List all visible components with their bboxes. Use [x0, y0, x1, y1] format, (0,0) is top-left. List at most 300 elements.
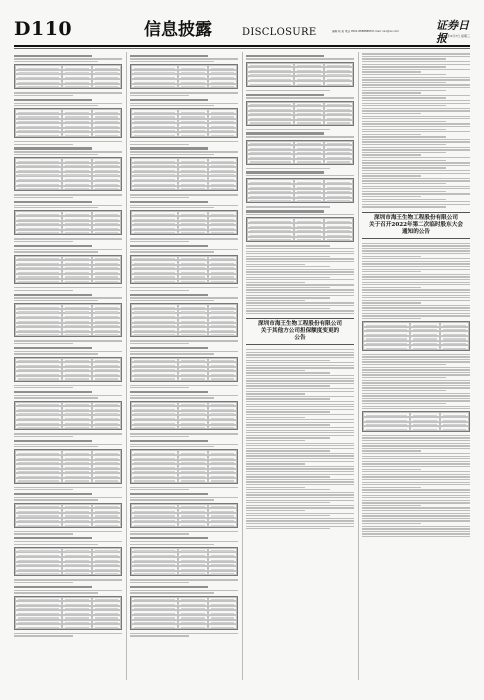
table-cell: [92, 522, 121, 527]
text-line: [246, 453, 354, 454]
text-line: [130, 635, 189, 636]
text-line: [246, 518, 354, 519]
text-line: [362, 79, 470, 80]
column-divider: [126, 52, 127, 680]
text-line: [14, 444, 122, 445]
data-table: [246, 62, 354, 87]
text-line: [362, 450, 421, 451]
paragraph-heading: [14, 201, 92, 203]
table-cell: [62, 132, 91, 137]
table-cell: [62, 522, 91, 527]
text-line: [362, 479, 470, 480]
table-cell: [92, 425, 121, 430]
text-line: [130, 544, 214, 545]
text-line: [362, 82, 446, 83]
text-line: [362, 191, 446, 192]
text-line: [362, 377, 446, 378]
text-line: [14, 197, 73, 198]
text-line: [246, 471, 354, 472]
data-table: [14, 547, 122, 577]
table-cell: [131, 186, 178, 191]
data-table: [130, 108, 238, 138]
text-line: [130, 300, 214, 301]
text-line: [246, 391, 354, 392]
text-line: [246, 261, 354, 262]
paragraph-heading: [14, 493, 92, 495]
text-line: [14, 92, 122, 93]
text-line: [246, 435, 354, 436]
text-line: [130, 579, 238, 580]
paragraph-heading: [14, 294, 92, 296]
paragraph-heading: [246, 171, 324, 173]
table-cell: [208, 522, 237, 527]
text-line: [362, 113, 421, 114]
data-table: [246, 140, 354, 165]
text-line: [246, 383, 354, 384]
text-line: [362, 139, 470, 140]
table-cell: [178, 571, 207, 576]
text-line: [362, 364, 446, 365]
text-line: [362, 105, 446, 106]
text-line: [362, 461, 470, 462]
text-line: [14, 436, 73, 437]
table-cell: [208, 186, 237, 191]
text-line: [246, 367, 354, 368]
text-line: [130, 351, 238, 352]
data-table: [130, 157, 238, 191]
text-line: [246, 375, 354, 376]
paragraph-heading: [14, 347, 92, 349]
text-line: [130, 436, 189, 437]
text-line: [362, 165, 470, 166]
data-table: [14, 503, 122, 528]
text-line: [14, 395, 122, 396]
notice-title-line: 通知的公告: [402, 228, 430, 235]
text-line: [14, 385, 122, 386]
text-line: [362, 361, 470, 362]
text-line: [246, 445, 354, 446]
table-cell: [15, 624, 62, 629]
text-line: [246, 396, 354, 397]
text-line: [14, 205, 122, 206]
text-line: [246, 310, 354, 311]
data-table: [14, 64, 122, 89]
text-line: [362, 204, 470, 205]
table-cell: [62, 332, 91, 337]
column-3: [246, 52, 354, 680]
text-line: [362, 390, 446, 391]
table-cell: [363, 345, 410, 350]
text-line: [246, 175, 354, 176]
text-line: [246, 448, 354, 449]
table-cell: [208, 230, 237, 235]
text-line: [130, 141, 238, 142]
text-line: [362, 395, 470, 396]
text-line: [362, 400, 470, 401]
table-cell: [92, 279, 121, 284]
text-line: [362, 87, 470, 88]
text-line: [14, 144, 73, 145]
text-line: [14, 446, 98, 447]
text-line: [362, 173, 470, 174]
notice-title-line: 关于召开2022年第二次临时股东大会: [369, 221, 463, 228]
table-cell: [178, 376, 207, 381]
text-line: [246, 300, 305, 301]
text-line: [130, 397, 214, 398]
table-cell: [131, 522, 178, 527]
text-line: [14, 397, 98, 398]
table-cell: [15, 425, 62, 430]
table-cell: [131, 571, 178, 576]
text-line: [246, 466, 354, 467]
table-cell: [208, 279, 237, 284]
table-cell: [208, 376, 237, 381]
text-line: [362, 482, 470, 483]
text-line: [246, 505, 354, 506]
table-cell: [178, 132, 207, 137]
text-line: [362, 64, 470, 65]
text-line: [246, 476, 330, 477]
text-line: [362, 186, 470, 187]
text-line: [362, 318, 421, 319]
paragraph-heading: [130, 440, 208, 442]
text-line: [362, 74, 446, 75]
text-line: [362, 515, 470, 516]
text-line: [130, 58, 238, 59]
text-line: [362, 97, 446, 98]
text-line: [362, 307, 470, 308]
text-line: [246, 450, 330, 451]
text-line: [246, 284, 354, 285]
text-line: [14, 95, 73, 96]
table-cell: [131, 132, 178, 137]
text-line: [362, 484, 470, 485]
text-line: [362, 92, 421, 93]
table-cell: [324, 81, 353, 86]
table-cell: [247, 159, 294, 164]
text-line: [130, 287, 238, 288]
text-line: [362, 533, 470, 534]
text-line: [130, 633, 238, 634]
data-table: [14, 449, 122, 483]
text-line: [362, 56, 470, 57]
text-line: [362, 134, 421, 135]
text-line: [14, 633, 122, 634]
text-line: [130, 205, 238, 206]
text-line: [362, 271, 421, 272]
text-line: [246, 406, 354, 407]
text-line: [246, 526, 354, 527]
table-cell: [324, 237, 353, 242]
text-line: [246, 468, 354, 469]
text-line: [246, 357, 354, 358]
table-cell: [131, 624, 178, 629]
text-line: [246, 385, 330, 386]
table-cell: [62, 279, 91, 284]
text-line: [130, 353, 214, 354]
text-line: [246, 427, 354, 428]
text-line: [246, 393, 305, 394]
text-line: [362, 108, 470, 109]
text-line: [14, 290, 73, 291]
text-line: [246, 507, 354, 508]
text-line: [362, 408, 470, 409]
text-line: [362, 453, 470, 454]
table-cell: [92, 571, 121, 576]
text-line: [246, 422, 354, 423]
table-cell: [92, 186, 121, 191]
text-line: [246, 352, 354, 353]
text-line: [362, 437, 470, 438]
column-2: [130, 52, 238, 680]
text-line: [246, 274, 354, 275]
paragraph-heading: [130, 347, 208, 349]
text-line: [362, 354, 470, 355]
text-line: [246, 463, 305, 464]
text-line: [362, 380, 470, 381]
text-line: [14, 533, 73, 534]
text-line: [14, 497, 122, 498]
text-line: [362, 110, 470, 111]
table-cell: [294, 81, 323, 86]
data-table: [14, 210, 122, 235]
text-line: [362, 126, 470, 127]
text-line: [14, 207, 98, 208]
text-line: [362, 188, 470, 189]
text-line: [362, 367, 470, 368]
text-line: [362, 175, 421, 176]
text-line: [362, 160, 446, 161]
text-line: [246, 461, 354, 462]
text-line: [362, 118, 470, 119]
text-line: [362, 445, 470, 446]
text-line: [362, 245, 470, 246]
text-line: [362, 103, 470, 104]
text-line: [362, 456, 470, 457]
text-line: [130, 487, 238, 488]
text-line: [14, 353, 98, 354]
text-line: [246, 279, 354, 280]
data-table: [130, 357, 238, 382]
text-line: [130, 444, 238, 445]
data-table: [246, 178, 354, 203]
header-rule: [14, 45, 470, 47]
text-line: [362, 443, 470, 444]
paragraph-heading: [130, 245, 208, 247]
text-line: [246, 497, 354, 498]
paragraph-heading: [130, 294, 208, 296]
text-line: [362, 193, 470, 194]
text-line: [362, 305, 470, 306]
text-line: [362, 201, 470, 202]
text-line: [362, 276, 470, 277]
text-line: [246, 458, 354, 459]
text-line: [14, 351, 122, 352]
text-line: [362, 297, 470, 298]
text-line: [246, 365, 354, 366]
text-line: [362, 61, 470, 62]
text-line: [246, 90, 330, 91]
text-line: [130, 105, 214, 106]
table-cell: [178, 186, 207, 191]
text-line: [14, 105, 98, 106]
text-line: [362, 284, 470, 285]
data-table: [246, 101, 354, 126]
table-cell: [410, 345, 439, 350]
data-table: [14, 255, 122, 285]
table-cell: [62, 84, 91, 89]
text-line: [130, 194, 238, 195]
text-line: [14, 541, 122, 542]
text-line: [362, 71, 421, 72]
table-cell: [178, 478, 207, 483]
text-line: [246, 206, 330, 207]
text-line: [246, 282, 305, 283]
text-line: [362, 507, 470, 508]
text-line: [362, 536, 470, 537]
paragraph-heading: [130, 586, 208, 588]
table-cell: [62, 624, 91, 629]
text-line: [362, 178, 470, 179]
text-line: [362, 261, 470, 262]
table-cell: [15, 522, 62, 527]
table-cell: [62, 230, 91, 235]
paragraph-heading: [246, 55, 324, 57]
table-cell: [131, 425, 178, 430]
text-line: [362, 95, 470, 96]
text-line: [362, 77, 470, 78]
data-table: [130, 210, 238, 235]
table-cell: [440, 426, 469, 431]
data-table: [130, 449, 238, 483]
data-table: [130, 547, 238, 577]
text-line: [362, 471, 470, 472]
text-line: [362, 149, 470, 150]
text-line: [130, 590, 238, 591]
table-cell: [208, 478, 237, 483]
paragraph-heading: [14, 99, 92, 101]
text-line: [246, 295, 354, 296]
text-line: [246, 414, 354, 415]
table-cell: [178, 425, 207, 430]
text-line: [246, 401, 354, 402]
text-line: [14, 489, 73, 490]
text-line: [362, 274, 470, 275]
text-line: [246, 378, 354, 379]
table-cell: [131, 230, 178, 235]
table-cell: [324, 198, 353, 203]
text-line: [246, 515, 330, 516]
text-line: [14, 241, 73, 242]
text-line: [362, 310, 470, 311]
text-line: [14, 249, 122, 250]
text-line: [362, 382, 470, 383]
text-line: [130, 92, 238, 93]
text-line: [246, 474, 354, 475]
text-line: [246, 528, 330, 529]
text-line: [14, 61, 98, 62]
text-line: [246, 424, 330, 425]
text-line: [362, 448, 470, 449]
text-line: [14, 531, 122, 532]
issue-date: 2022年9月7日 星期三: [439, 34, 470, 38]
text-line: [362, 398, 470, 399]
data-table: [130, 503, 238, 528]
text-line: [246, 305, 354, 306]
text-line: [130, 395, 238, 396]
table-cell: [410, 426, 439, 431]
table-cell: [62, 425, 91, 430]
table-cell: [208, 332, 237, 337]
paragraph-heading: [14, 537, 92, 539]
text-line: [14, 343, 73, 344]
text-line: [362, 523, 421, 524]
text-line: [246, 277, 330, 278]
text-line: [130, 497, 238, 498]
text-line: [246, 360, 330, 361]
text-line: [362, 300, 470, 301]
notice-title: [362, 212, 470, 239]
text-line: [14, 590, 122, 591]
text-line: [14, 592, 98, 593]
text-line: [362, 387, 470, 388]
table-cell: [178, 230, 207, 235]
text-line: [246, 271, 354, 272]
table-cell: [92, 624, 121, 629]
table-cell: [62, 186, 91, 191]
text-line: [14, 103, 122, 104]
text-line: [246, 388, 354, 389]
text-line: [362, 466, 470, 467]
text-line: [362, 183, 446, 184]
text-line: [130, 238, 238, 239]
text-line: [362, 374, 470, 375]
paragraph-heading: [130, 391, 208, 393]
table-cell: [92, 478, 121, 483]
paragraph-heading: [130, 147, 208, 149]
text-line: [246, 129, 330, 130]
text-line: [130, 251, 214, 252]
text-line: [246, 455, 354, 456]
text-line: [130, 207, 214, 208]
table-cell: [178, 522, 207, 527]
text-line: [246, 380, 354, 381]
text-line: [14, 579, 122, 580]
table-cell: [15, 571, 62, 576]
text-line: [246, 489, 330, 490]
text-line: [130, 385, 238, 386]
text-line: [130, 61, 214, 62]
notice-title-line: 深圳市海王生物工程股份有限公司: [258, 321, 342, 328]
text-line: [362, 258, 470, 259]
text-line: [362, 131, 470, 132]
table-cell: [15, 279, 62, 284]
text-line: [362, 250, 470, 251]
text-line: [362, 510, 470, 511]
data-table: [14, 596, 122, 630]
text-line: [246, 411, 330, 412]
text-line: [130, 541, 238, 542]
data-table: [130, 303, 238, 337]
text-line: [130, 433, 238, 434]
text-line: [362, 180, 470, 181]
text-line: [246, 520, 354, 521]
table-cell: [15, 478, 62, 483]
text-line: [362, 440, 470, 441]
paragraph-heading: [14, 391, 92, 393]
text-line: [362, 100, 470, 101]
table-cell: [62, 571, 91, 576]
